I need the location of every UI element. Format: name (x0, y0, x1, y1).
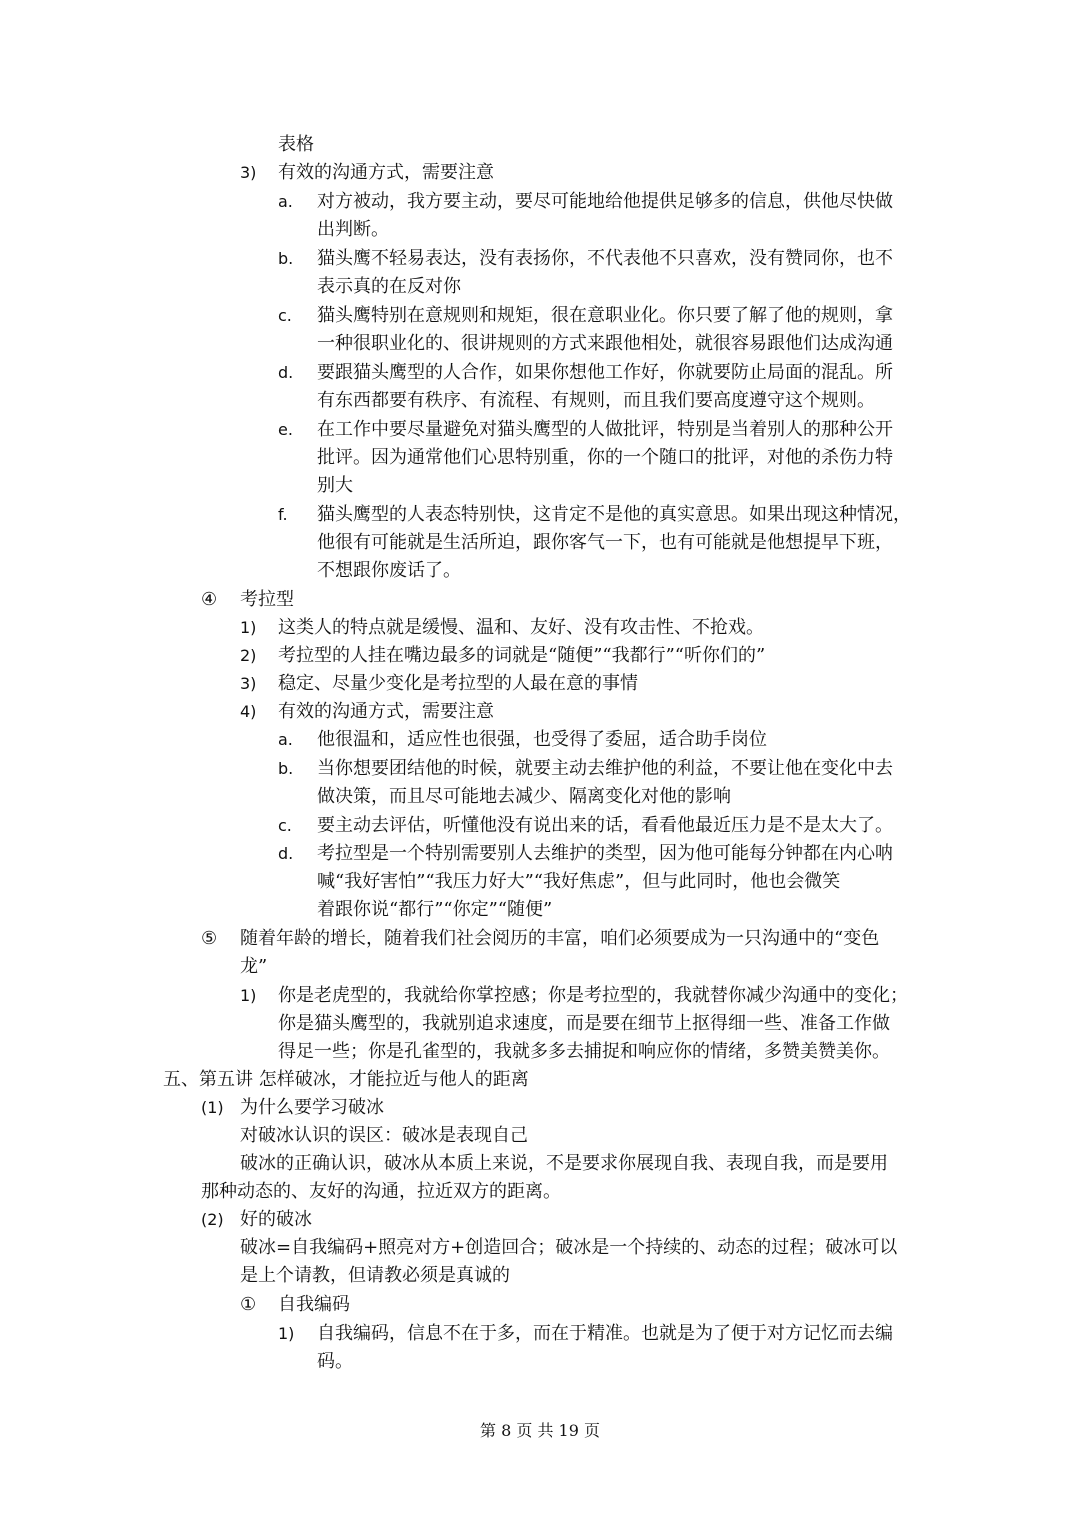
paragraph: 破冰=自我编码+照亮对方+创造回合；破冰是一个持续的、动态的过程；破冰可以 (240, 1237, 898, 1258)
point-marker: f. (278, 505, 288, 524)
point-text: 要跟猫头鹰型的人合作，如果你想他工作好，你就要防止局面的混乱。所 (317, 362, 893, 383)
paragraph: 对破冰认识的误区：破冰是表现自己 (240, 1125, 528, 1146)
section-text: 龙” (240, 956, 268, 977)
list-item-text: 你是老虎型的，我就给你掌控感；你是考拉型的，我就替你减少沟通中的变化； (278, 985, 908, 1006)
point-text: 考拉型是一个特别需要别人去维护的类型，因为他可能每分钟都在内心呐 (317, 843, 893, 864)
point-marker: c. (278, 306, 292, 325)
point-text: 在工作中要尽量避免对猫头鹰型的人做批评，特别是当着别人的那种公开 (317, 419, 893, 440)
point-marker: d. (278, 844, 294, 863)
point-marker: a. (278, 730, 293, 749)
list-item-text: 你是猫头鹰型的，我就别追求速度，而是要在细节上抠得细一些、准备工作做 (278, 1013, 890, 1034)
section-marker: (2) (201, 1210, 224, 1229)
paragraph: 是上个请教，但请教必须是真诚的 (240, 1265, 510, 1286)
list-item-text: 有效的沟通方式，需要注意 (278, 701, 494, 722)
point-marker: a. (278, 192, 293, 211)
point-text: 他很有可能就是生活所迫，跟你客气一下，也有可能就是他想提早下班， (317, 532, 893, 553)
point-text: 他很温和，适应性也很强，也受得了委屈，适合助手岗位 (317, 729, 767, 750)
page-footer: 第 8 页 共 19 页 (480, 1421, 600, 1440)
chapter-heading: 五、第五讲 怎样破冰，才能拉近与他人的距离 (163, 1069, 529, 1090)
list-item-text: 码。 (317, 1351, 353, 1372)
point-marker: b. (278, 249, 294, 268)
subsection-title: 自我编码 (278, 1294, 350, 1315)
section-marker: ④ (201, 589, 218, 610)
point-text: 猫头鹰不轻易表达，没有表扬你，不代表他不只喜欢，没有赞同你，也不 (317, 248, 893, 269)
point-text: 做决策，而且尽可能地去减少、隔离变化对他的影响 (317, 786, 731, 807)
point-text: 着跟你说“都行”“你定”“随便” (317, 899, 553, 920)
section-title: 考拉型 (240, 589, 294, 610)
section-marker: (1) (201, 1098, 224, 1117)
list-item-text: 稳定、尽量少变化是考拉型的人最在意的事情 (278, 673, 638, 694)
list-marker: 1) (240, 618, 257, 637)
list-marker: 4) (240, 702, 257, 721)
section-marker: ⑤ (201, 928, 218, 949)
point-text: 表示真的在反对你 (317, 276, 461, 297)
section-title: 为什么要学习破冰 (240, 1097, 384, 1118)
table-continuation: 表格 (278, 134, 314, 155)
point-marker: b. (278, 759, 294, 778)
section-text: 随着年龄的增长，随着我们社会阅历的丰富，咱们必须要成为一只沟通中的“变色 (240, 928, 880, 949)
list-item-text: 有效的沟通方式，需要注意 (278, 162, 494, 183)
point-marker: e. (278, 420, 293, 439)
point-marker: d. (278, 363, 294, 382)
point-text: 不想跟你废话了。 (317, 560, 461, 581)
point-text: 对方被动，我方要主动，要尽可能地给他提供足够多的信息，供他尽快做 (317, 191, 893, 212)
point-text: 一种很职业化的、很讲规则的方式来跟他相处，就很容易跟他们达成沟通 (317, 333, 893, 354)
point-text: 有东西都要有秩序、有流程、有规则，而且我们要高度遵守这个规则。 (317, 390, 875, 411)
list-marker: 1) (278, 1324, 295, 1343)
point-text: 批评。因为通常他们心思特别重，你的一个随口的批评，对他的杀伤力特 (317, 447, 893, 468)
list-marker: 1) (240, 986, 257, 1005)
point-text: 当你想要团结他的时候，就要主动去维护他的利益，不要让他在变化中去 (317, 758, 893, 779)
paragraph: 破冰的正确认识，破冰从本质上来说，不是要求你展现自我、表现自我，而是要用 (240, 1153, 888, 1174)
list-item-text: 得足一些；你是孔雀型的，我就多多去捕捉和响应你的情绪，多赞美赞美你。 (278, 1041, 890, 1062)
point-text: 别大 (317, 475, 353, 496)
point-text: 猫头鹰型的人表态特别快，这肯定不是他的真实意思。如果出现这种情况， (317, 504, 911, 525)
point-text: 喊“我好害怕”“我压力好大”“我好焦虑”，但与此同时，他也会微笑 (317, 871, 841, 892)
list-marker: 3) (240, 163, 257, 182)
list-item-text: 这类人的特点就是缓慢、温和、友好、没有攻击性、不抢戏。 (278, 617, 764, 638)
list-item-text: 自我编码，信息不在于多，而在于精准。也就是为了便于对方记忆而去编 (317, 1323, 893, 1344)
point-text: 要主动去评估，听懂他没有说出来的话，看看他最近压力是不是太大了。 (317, 815, 893, 836)
section-title: 好的破冰 (240, 1209, 312, 1230)
paragraph: 那种动态的、友好的沟通，拉近双方的距离。 (201, 1181, 561, 1202)
subsection-marker: ① (240, 1294, 257, 1315)
list-item-text: 考拉型的人挂在嘴边最多的词就是“随便”“我都行”“听你们的” (278, 645, 766, 666)
point-text: 出判断。 (317, 219, 389, 240)
point-marker: c. (278, 816, 292, 835)
list-marker: 3) (240, 674, 257, 693)
list-marker: 2) (240, 646, 257, 665)
point-text: 猫头鹰特别在意规则和规矩，很在意职业化。你只要了解了他的规则，拿 (317, 305, 893, 326)
